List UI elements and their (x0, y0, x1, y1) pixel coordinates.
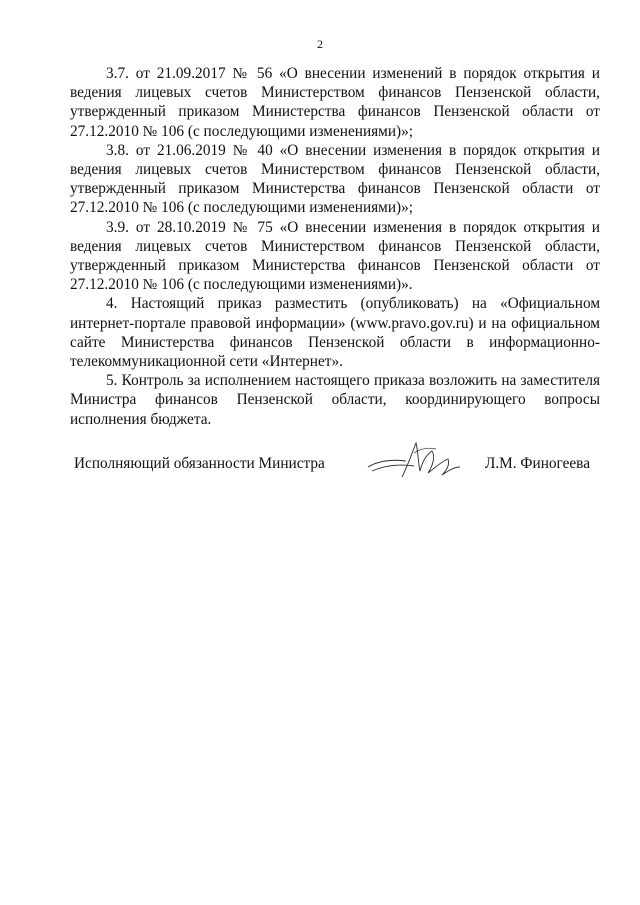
signatory-role: Исполняющий обязанности Министра (74, 455, 325, 472)
paragraph-4 (70, 294, 600, 371)
text-line: ведения лицевых счетов Министерством финансов Пензенской области, (70, 237, 600, 255)
text-line: исполнения бюджета. (70, 410, 212, 428)
text-line: утвержденный приказом Министерства финансов Пензенской области от (70, 180, 600, 198)
text-line: 27.12.2010 № 106 (с последующими изменениями)»; (70, 199, 414, 217)
text-line: ведения лицевых счетов Министерством финансов Пензенской области, (70, 84, 600, 102)
signature-block (74, 455, 594, 485)
paragraph-3-8 (70, 141, 600, 218)
handwritten-signature (362, 437, 472, 487)
paragraph-5 (70, 371, 600, 429)
paragraph-3-7 (70, 64, 600, 141)
text-line: 4. Настоящий приказ разместить (опубликовать) на «Официальном (106, 295, 600, 313)
text-line: 3.7. от 21.09.2017 № 56 «О внесении изменений в порядок открытия и (106, 65, 600, 82)
text-line: 3.8. от 21.06.2019 № 40 «О внесении изменения в порядок открытия и (106, 141, 600, 159)
paragraph-3-9 (70, 218, 600, 295)
page-number: 2 (317, 37, 323, 51)
text-line: сайте Министерства финансов Пензенской области в информационно- (70, 333, 600, 351)
text-line: 27.12.2010 № 106 (с последующими изменениями)»; (70, 122, 414, 140)
text-line: интернет-портале правовой информации» (www.pravo.gov.ru) и на официальном (70, 314, 600, 332)
signatory-name: Л.М. Финогеева (484, 455, 590, 472)
text-line: 5. Контроль за исполнением настоящего приказа возложить на заместителя (106, 372, 600, 390)
text-line: 27.12.2010 № 106 (с последующими изменениями)». (70, 276, 413, 294)
text-line: Министра финансов Пензенской области, координирующего вопросы (70, 391, 600, 409)
document-body (70, 64, 600, 429)
text-line: утвержденный приказом Министерства финансов Пензенской области от (70, 257, 600, 275)
text-line: ведения лицевых счетов Министерством финансов Пензенской области, (70, 161, 600, 179)
text-line: телекоммуникационной сети «Интернет». (70, 353, 343, 371)
text-line: утвержденный приказом Министерства финансов Пензенской области от (70, 103, 600, 121)
text-line: 3.9. от 28.10.2019 № 75 «О внесении изменения в порядок открытия и (106, 218, 600, 236)
